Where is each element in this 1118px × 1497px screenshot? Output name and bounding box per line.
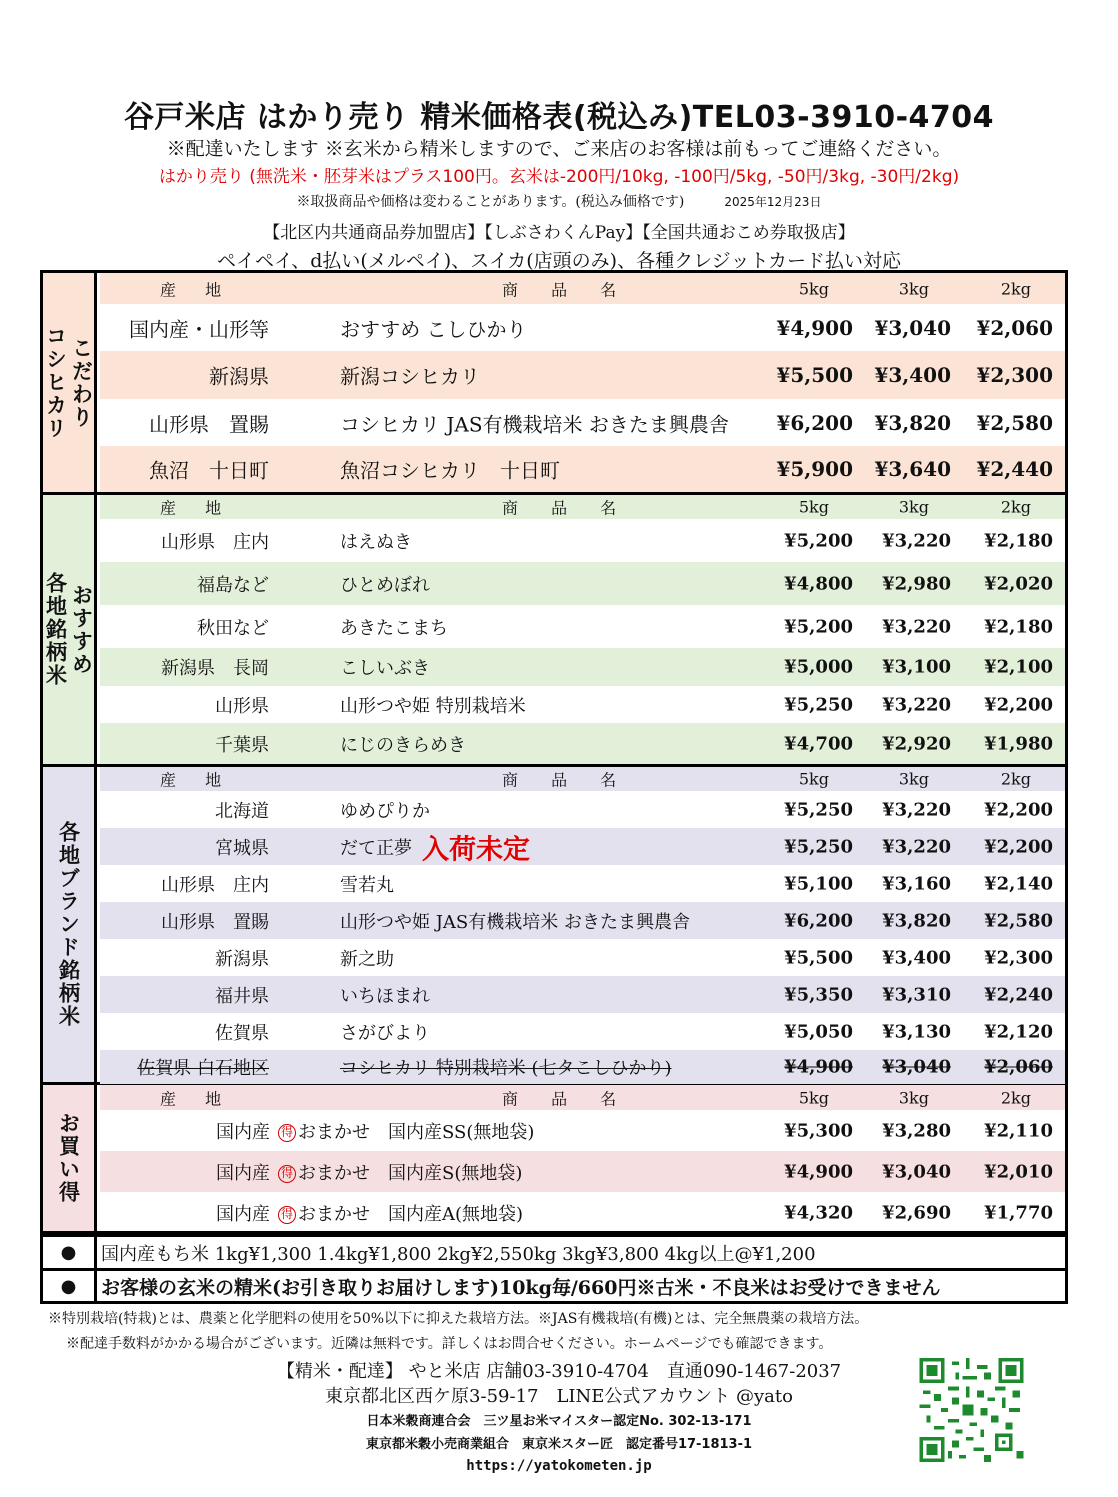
cell-origin-product <box>216 1200 523 1226</box>
cell-price-3kg: ¥3,820 <box>882 910 951 931</box>
header-product: 商 品 名 <box>502 280 631 299</box>
cell-price-2kg: ¥2,200 <box>984 694 1053 715</box>
table-row <box>100 605 1065 648</box>
cell-price-5kg: ¥5,000 <box>784 656 853 678</box>
cell-price-5kg: ¥5,500 <box>784 947 853 968</box>
cell-price-2kg: ¥2,060 <box>984 1056 1053 1078</box>
cell-product: 新之助 <box>340 948 394 970</box>
website-link[interactable]: https://yatokometen.jp <box>466 1458 652 1474</box>
cell-price-5kg: ¥6,200 <box>776 410 853 435</box>
page-title: 谷戸米店 はかり売り 精米価格表(税込み)TEL03-3910-4704 <box>123 100 995 135</box>
cell-price-5kg: ¥5,250 <box>784 799 853 820</box>
table-row <box>100 1151 1065 1192</box>
cell-origin: 北海道 <box>215 800 269 822</box>
cell-price-5kg: ¥5,100 <box>784 873 853 894</box>
cell-price-2kg: ¥1,770 <box>984 1202 1053 1224</box>
section-otoku <box>43 1085 1065 1234</box>
cultivation-note: ※特別栽培(特栽)とは、農薬と化学肥料の使用を50%以下に抑えた栽培方法。※JAS有機栽培(有機)とは、完全無農薬の栽培方法。 <box>48 1311 869 1327</box>
table-row <box>100 562 1065 605</box>
header-3kg: 3kg <box>898 279 929 298</box>
cell-origin: 山形県 <box>215 695 269 717</box>
cell-origin: 秋田など <box>197 617 269 639</box>
price-change-note <box>0 191 1118 211</box>
cell-origin: 千葉県 <box>215 734 269 756</box>
section-label-b: 各地銘柄米 <box>43 572 69 687</box>
cell-price-2kg: ¥2,180 <box>984 530 1053 551</box>
header-5kg: 5kg <box>798 769 829 789</box>
toku-mark-icon: 得 <box>278 1206 296 1224</box>
section-rows <box>100 495 1065 764</box>
cell-product: こしいぶき <box>340 658 430 679</box>
cell-price-5kg: ¥5,200 <box>784 616 853 637</box>
cell-price-3kg: ¥3,220 <box>882 530 951 551</box>
cell-price-5kg: ¥4,320 <box>784 1202 853 1224</box>
cell-product: おまかせ 国内産SS(無地袋) <box>298 1121 535 1143</box>
header-2kg: 2kg <box>1000 497 1031 517</box>
cell-price-3kg: ¥3,130 <box>882 1021 951 1042</box>
cell-price-3kg: ¥3,040 <box>882 1056 951 1078</box>
cell-price-2kg: ¥2,180 <box>984 616 1053 637</box>
cell-origin: 国内産 <box>216 1204 270 1225</box>
table-row <box>100 791 1065 828</box>
table-row <box>100 1013 1065 1050</box>
header-2kg: 2kg <box>1000 1088 1031 1107</box>
cell-product: はえぬき <box>340 531 412 553</box>
cell-price-3kg: ¥3,040 <box>882 1161 951 1182</box>
cell-price-3kg: ¥3,310 <box>882 984 951 1005</box>
cell-price-5kg: ¥4,900 <box>784 1161 853 1182</box>
table-row <box>100 1110 1065 1151</box>
header-2kg: 2kg <box>1000 279 1031 298</box>
cell-origin: 山形県 庄内 <box>161 874 269 896</box>
cell-product: コシヒカリ 特別栽培米 (七タこしひかり) <box>340 1058 672 1079</box>
section-label <box>43 767 97 1082</box>
cell-price-3kg: ¥3,100 <box>882 656 951 678</box>
table-row <box>100 399 1065 446</box>
table-row <box>100 723 1065 764</box>
table-row <box>100 519 1065 562</box>
cell-product: いちほまれ <box>340 985 430 1007</box>
cell-price-5kg: ¥4,900 <box>784 1056 853 1078</box>
header-product: 商 品 名 <box>502 1089 631 1108</box>
table-row <box>100 351 1065 399</box>
cell-price-3kg: ¥3,040 <box>874 315 951 340</box>
cell-origin-product <box>216 1118 534 1144</box>
cell-origin: 宮城県 <box>215 837 269 859</box>
cell-price-2kg: ¥2,020 <box>984 573 1053 594</box>
certification-2: 東京都米穀小売商業組合 東京米スター匠 認定番号17-1813-1 <box>365 1437 753 1452</box>
section-label <box>43 273 97 492</box>
header-product: 商 品 名 <box>502 770 631 790</box>
shop-contact: 【精米・配達】 やと米店 店舗03-3910-4704 直通090-1467-2037 <box>276 1361 842 1382</box>
column-header <box>100 273 1065 304</box>
cell-origin: 山形県 庄内 <box>161 531 269 553</box>
cell-product: コシヒカリ JAS有機栽培米 おきたま興農舎 <box>340 412 729 436</box>
voucher-note: 【北区内共通商品券加盟店】【しぶさわくんPay】【全国共通おこめ券取扱店】 <box>263 223 855 243</box>
cell-origin: 新潟県 <box>215 948 269 970</box>
cell-origin: 魚沼 十日町 <box>149 458 269 483</box>
stock-pending-tag: 入荷未定 <box>422 834 530 865</box>
cell-origin-product <box>216 1159 522 1185</box>
bullet-icon: ● <box>43 1237 97 1268</box>
cell-price-2kg: ¥2,300 <box>984 947 1053 968</box>
cell-product: 魚沼コシヒカリ 十日町 <box>340 458 560 483</box>
section-label <box>43 495 97 764</box>
cell-product: 新潟コシヒカリ <box>340 364 480 389</box>
cell-price-3kg: ¥3,220 <box>882 694 951 715</box>
cell-price-2kg: ¥2,100 <box>984 656 1053 678</box>
cell-product: にじのきらめき <box>340 734 466 756</box>
header-origin: 産 地 <box>160 770 234 790</box>
table-row <box>100 648 1065 686</box>
cell-price-2kg: ¥2,010 <box>984 1161 1053 1182</box>
cell-price-2kg: ¥2,110 <box>984 1120 1053 1141</box>
table-row <box>100 902 1065 939</box>
header-5kg: 5kg <box>798 497 829 517</box>
toku-mark-icon: 得 <box>278 1165 296 1183</box>
cell-origin: 山形県 置賜 <box>149 412 269 436</box>
section-rows <box>100 273 1065 492</box>
table-row <box>100 304 1065 351</box>
table-row <box>100 1192 1065 1234</box>
cell-price-3kg: ¥3,280 <box>882 1120 951 1141</box>
cell-price-2kg: ¥2,240 <box>984 984 1053 1005</box>
cell-origin: 国内産 <box>216 1162 270 1184</box>
cell-product: ひとめぼれ <box>340 574 430 596</box>
cell-product: おまかせ 国内産A(無地袋) <box>298 1204 524 1225</box>
price-table <box>40 270 1068 1304</box>
payment-note: ペイペイ、d払い(メルペイ)、スイカ(店頭のみ)、各種クレジットカード払い対応 <box>216 250 902 272</box>
mochi-note-row <box>43 1234 1065 1268</box>
cell-price-3kg: ¥2,920 <box>882 733 951 754</box>
cell-price-5kg: ¥5,250 <box>784 836 853 857</box>
cell-product: 山形つや姫 特別栽培米 <box>340 695 526 717</box>
cell-price-2kg: ¥2,580 <box>976 410 1053 435</box>
cell-price-2kg: ¥2,120 <box>984 1021 1053 1042</box>
header-origin: 産 地 <box>160 280 234 299</box>
cell-product: さがびより <box>340 1022 430 1044</box>
cell-price-3kg: ¥3,220 <box>882 616 951 637</box>
header-2kg: 2kg <box>1000 769 1031 789</box>
header-product: 商 品 名 <box>502 498 631 518</box>
table-row <box>100 828 1065 865</box>
cell-price-2kg: ¥2,200 <box>984 799 1053 820</box>
cell-price-5kg: ¥5,900 <box>776 457 853 481</box>
cell-origin: 国内産・山形等 <box>129 317 269 341</box>
cell-origin: 新潟県 <box>209 364 269 389</box>
cell-origin: 国内産 <box>216 1121 270 1143</box>
header-origin: 産 地 <box>160 498 234 518</box>
cell-price-3kg: ¥3,400 <box>874 363 951 387</box>
genmai-note: お客様の玄米の精米(お引き取りお届けします)10kg毎/660円※古米・不良米はお受けできません <box>101 1277 941 1299</box>
cell-price-3kg: ¥3,220 <box>882 836 951 857</box>
cell-price-5kg: ¥5,350 <box>784 984 853 1005</box>
section-label-a: おすすめ <box>69 583 95 676</box>
table-row <box>100 976 1065 1013</box>
section-label-a: 各地ブランド銘柄米 <box>56 821 82 1028</box>
toku-mark-icon: 得 <box>278 1124 296 1142</box>
cell-price-5kg: ¥5,500 <box>776 363 853 387</box>
section-kodawari <box>43 273 1065 495</box>
cell-origin: 新潟県 長岡 <box>161 658 269 679</box>
cell-product: だて正夢 <box>340 837 412 859</box>
cell-price-5kg: ¥6,200 <box>784 910 853 931</box>
section-label-a: こだわり <box>69 336 95 429</box>
cell-origin: 山形県 置賜 <box>161 911 269 933</box>
cell-price-3kg: ¥3,220 <box>882 799 951 820</box>
cell-origin: 福島など <box>197 574 269 596</box>
cell-price-5kg: ¥5,250 <box>784 694 853 715</box>
cell-price-2kg: ¥1,980 <box>984 733 1053 754</box>
cell-origin: 佐賀県 <box>215 1022 269 1044</box>
cell-price-5kg: ¥4,900 <box>776 315 853 340</box>
cell-price-5kg: ¥4,800 <box>784 573 853 594</box>
table-row <box>100 686 1065 723</box>
cell-product: あきたこまち <box>340 617 448 639</box>
table-row-discontinued <box>100 1050 1065 1084</box>
cell-price-5kg: ¥4,700 <box>784 733 853 754</box>
cell-product: おまかせ 国内産S(無地袋) <box>298 1162 523 1184</box>
column-header <box>100 495 1065 519</box>
cell-price-3kg: ¥2,980 <box>882 573 951 594</box>
cell-price-3kg: ¥3,400 <box>882 947 951 968</box>
cell-product: 山形つや姫 JAS有機栽培米 おきたま興農舎 <box>340 911 690 933</box>
certification-1: 日本米穀商連合会 三ツ星お米マイスター認定No. 302-13-171 <box>366 1414 752 1429</box>
cell-product: おすすめ こしひかり <box>340 317 527 341</box>
header-3kg: 3kg <box>898 1088 929 1107</box>
cell-price-3kg: ¥2,690 <box>882 1202 951 1224</box>
column-header <box>100 767 1065 791</box>
delivery-note: ※配達いたします ※玄米から精米しますので、ご来店のお客様は前もってご連絡ください。 <box>166 138 952 160</box>
cell-price-3kg: ¥3,160 <box>882 873 951 894</box>
qr-code-icon[interactable] <box>914 1358 1029 1462</box>
cell-product: 雪若丸 <box>340 874 394 896</box>
mochi-note: 国内産もち米 1kg¥1,300 1.4kg¥1,800 2kg¥2,550kg 3kg¥3,800 4kg以上@¥1,200 <box>101 1243 816 1265</box>
section-osusume <box>43 495 1065 767</box>
cell-price-2kg: ¥2,580 <box>984 910 1053 931</box>
header-5kg: 5kg <box>798 279 829 298</box>
cell-price-5kg: ¥5,300 <box>784 1120 853 1141</box>
table-row <box>100 446 1065 492</box>
cell-price-2kg: ¥2,060 <box>976 315 1053 340</box>
cell-price-5kg: ¥5,050 <box>784 1021 853 1042</box>
cell-price-2kg: ¥2,140 <box>984 873 1053 894</box>
cell-origin: 福井県 <box>215 985 269 1007</box>
table-row <box>100 865 1065 902</box>
table-row <box>100 939 1065 976</box>
delivery-fee-note: ※配達手数料がかかる場合がございます。近隣は無料です。詳しくはお問合せください。ホームページでも確認できます。 <box>66 1336 833 1352</box>
cell-price-3kg: ¥3,820 <box>874 410 951 435</box>
section-label-a: お買い得 <box>56 1112 82 1204</box>
header-5kg: 5kg <box>798 1088 829 1107</box>
price-change-text: ※取扱商品や価格は変わることがあります。(税込み価格です) <box>296 194 685 210</box>
cell-price-5kg: ¥5,200 <box>784 530 853 551</box>
shop-address: 東京都北区西ケ原3-59-17 LINE公式アカウント @yato <box>325 1386 793 1407</box>
header-origin: 産 地 <box>160 1089 234 1108</box>
cell-product: ゆめぴりか <box>340 800 430 822</box>
section-rows <box>100 1085 1065 1231</box>
cell-price-2kg: ¥2,200 <box>984 836 1053 857</box>
date-label: 2025年12月23日 <box>724 195 822 209</box>
bullet-icon: ● <box>43 1271 97 1302</box>
header-3kg: 3kg <box>898 769 929 789</box>
cell-price-2kg: ¥2,440 <box>976 457 1053 481</box>
cell-price-2kg: ¥2,300 <box>976 363 1053 387</box>
section-brand <box>43 767 1065 1085</box>
section-label-b: コシヒカリ <box>43 325 69 440</box>
header-3kg: 3kg <box>898 497 929 517</box>
weighing-note: はかり売り (無洗米・胚芽米はプラス100円。玄米は-200円/10kg, -100円/5kg, -50円/3kg, -30円/2kg) <box>158 167 960 187</box>
cell-origin: 佐賀県 白石地区 <box>137 1058 269 1079</box>
cell-price-3kg: ¥3,640 <box>874 457 951 481</box>
section-rows <box>100 767 1065 1082</box>
column-header <box>100 1085 1065 1110</box>
genmai-note-row <box>43 1268 1065 1302</box>
section-label <box>43 1085 97 1231</box>
